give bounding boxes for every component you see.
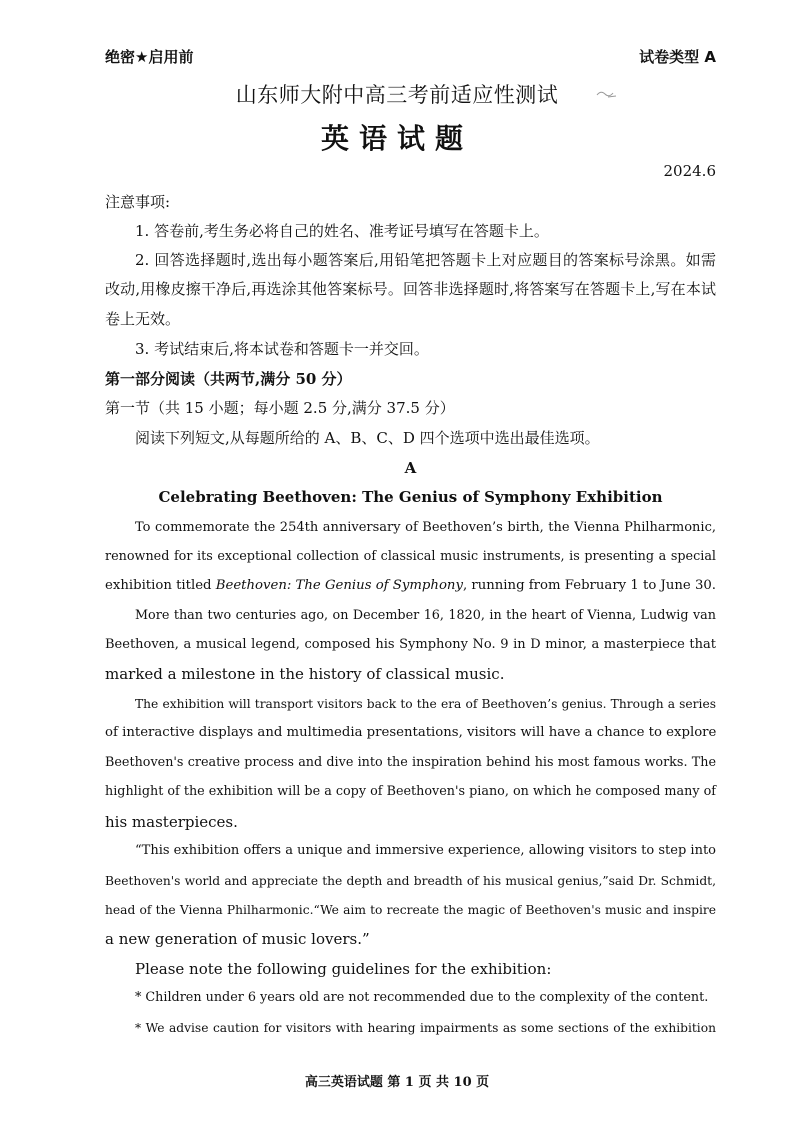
p3-line-4: highlight of the exhibition will be a copy of Beethoven's piano, on which he composed many of: [105, 784, 716, 799]
note-2-line-2: 改动,用橡皮擦干净后,再选涂其他答案标号。回答非选择题时,将答案写在答题卡上,写在本试: [105, 280, 716, 298]
note-2-line-1: 2. 回答选择题时,选出每小题答案后,用铅笔把答题卡上对应题目的答案标号涂黑。如需: [135, 251, 716, 269]
p1-line-3: exhibition titled Beethoven: The Genius of Symphony, running from February 1 to June 30.: [105, 578, 717, 593]
p1-line-1: To commemorate the 254th anniversary of Beethoven’s birth, the Vienna Philharmonic,: [135, 520, 716, 535]
guidelines-intro: Please note the following guidelines for the exhibition:: [135, 960, 552, 978]
p4-line-4: a new generation of music lovers.”: [105, 930, 370, 948]
pen-mark: [596, 88, 618, 100]
p3-line-5: his masterpieces.: [105, 813, 238, 831]
paper-type-label: 试卷类型 A: [639, 48, 716, 66]
part1-title: 第一部分阅读（共两节,满分 50 分）: [105, 370, 352, 388]
p4-line-3: head of the Vienna Philharmonic.“We aim to recreate the magic of Beethoven's music and inspire: [105, 903, 716, 917]
guideline-1: * Children under 6 years old are not recommended due to the complexity of the content.: [135, 990, 709, 1005]
p1-line-2: renowned for its exceptional collection of classical music instruments, is presenting a special: [105, 549, 716, 564]
guideline-2: * We advise caution for visitors with hearing impairments as some sections of the exhibition: [135, 1021, 716, 1035]
p4-line-1: “This exhibition offers a unique and immersive experience, allowing visitors to step into: [135, 843, 716, 858]
p2-line-3: marked a milestone in the history of classical music.: [105, 665, 505, 683]
passage-label: A: [404, 459, 417, 477]
exam-date: 2024.6: [663, 162, 716, 180]
exam-name: 山东师大附中高三考前适应性测试: [235, 83, 559, 107]
note-2-line-3: 卷上无效。: [105, 310, 181, 328]
page-footer: 高三英语试题 第 1 页 共 10 页: [304, 1075, 490, 1090]
note-1: 1. 答卷前,考生务必将自己的姓名、准考证号填写在答题卡上。: [135, 222, 549, 240]
note-3: 3. 考试结束后,将本试卷和答题卡一并交回。: [135, 340, 429, 358]
p2-line-1: More than two centuries ago, on December 16, 1820, in the heart of Vienna, Ludwig van: [135, 608, 716, 623]
section1-instruction: 阅读下列短文,从每题所给的 A、B、C、D 四个选项中选出最佳选项。: [135, 429, 600, 447]
subject-title: 英语试题: [320, 122, 473, 155]
notes-title: 注意事项:: [105, 193, 171, 211]
p3-line-1: The exhibition will transport visitors back to the era of Beethoven’s genius. Through a series: [135, 697, 716, 711]
passage-title: Celebrating Beethoven: The Genius of Symphony Exhibition: [158, 488, 663, 506]
p2-line-2: Beethoven, a musical legend, composed his Symphony No. 9 in D minor, a masterpiece that: [105, 637, 716, 652]
section1-title: 第一节（共 15 小题；每小题 2.5 分,满分 37.5 分）: [105, 399, 455, 417]
p3-line-3: Beethoven's creative process and dive into the inspiration behind his most famous works. The: [105, 755, 716, 770]
p4-line-2: Beethoven's world and appreciate the depth and breadth of his musical genius,”said Dr. Schmidt,: [105, 874, 716, 888]
confidential-label: 绝密★启用前: [105, 48, 194, 66]
p3-line-2: of interactive displays and multimedia presentations, visitors will have a chance to explore: [105, 725, 717, 740]
